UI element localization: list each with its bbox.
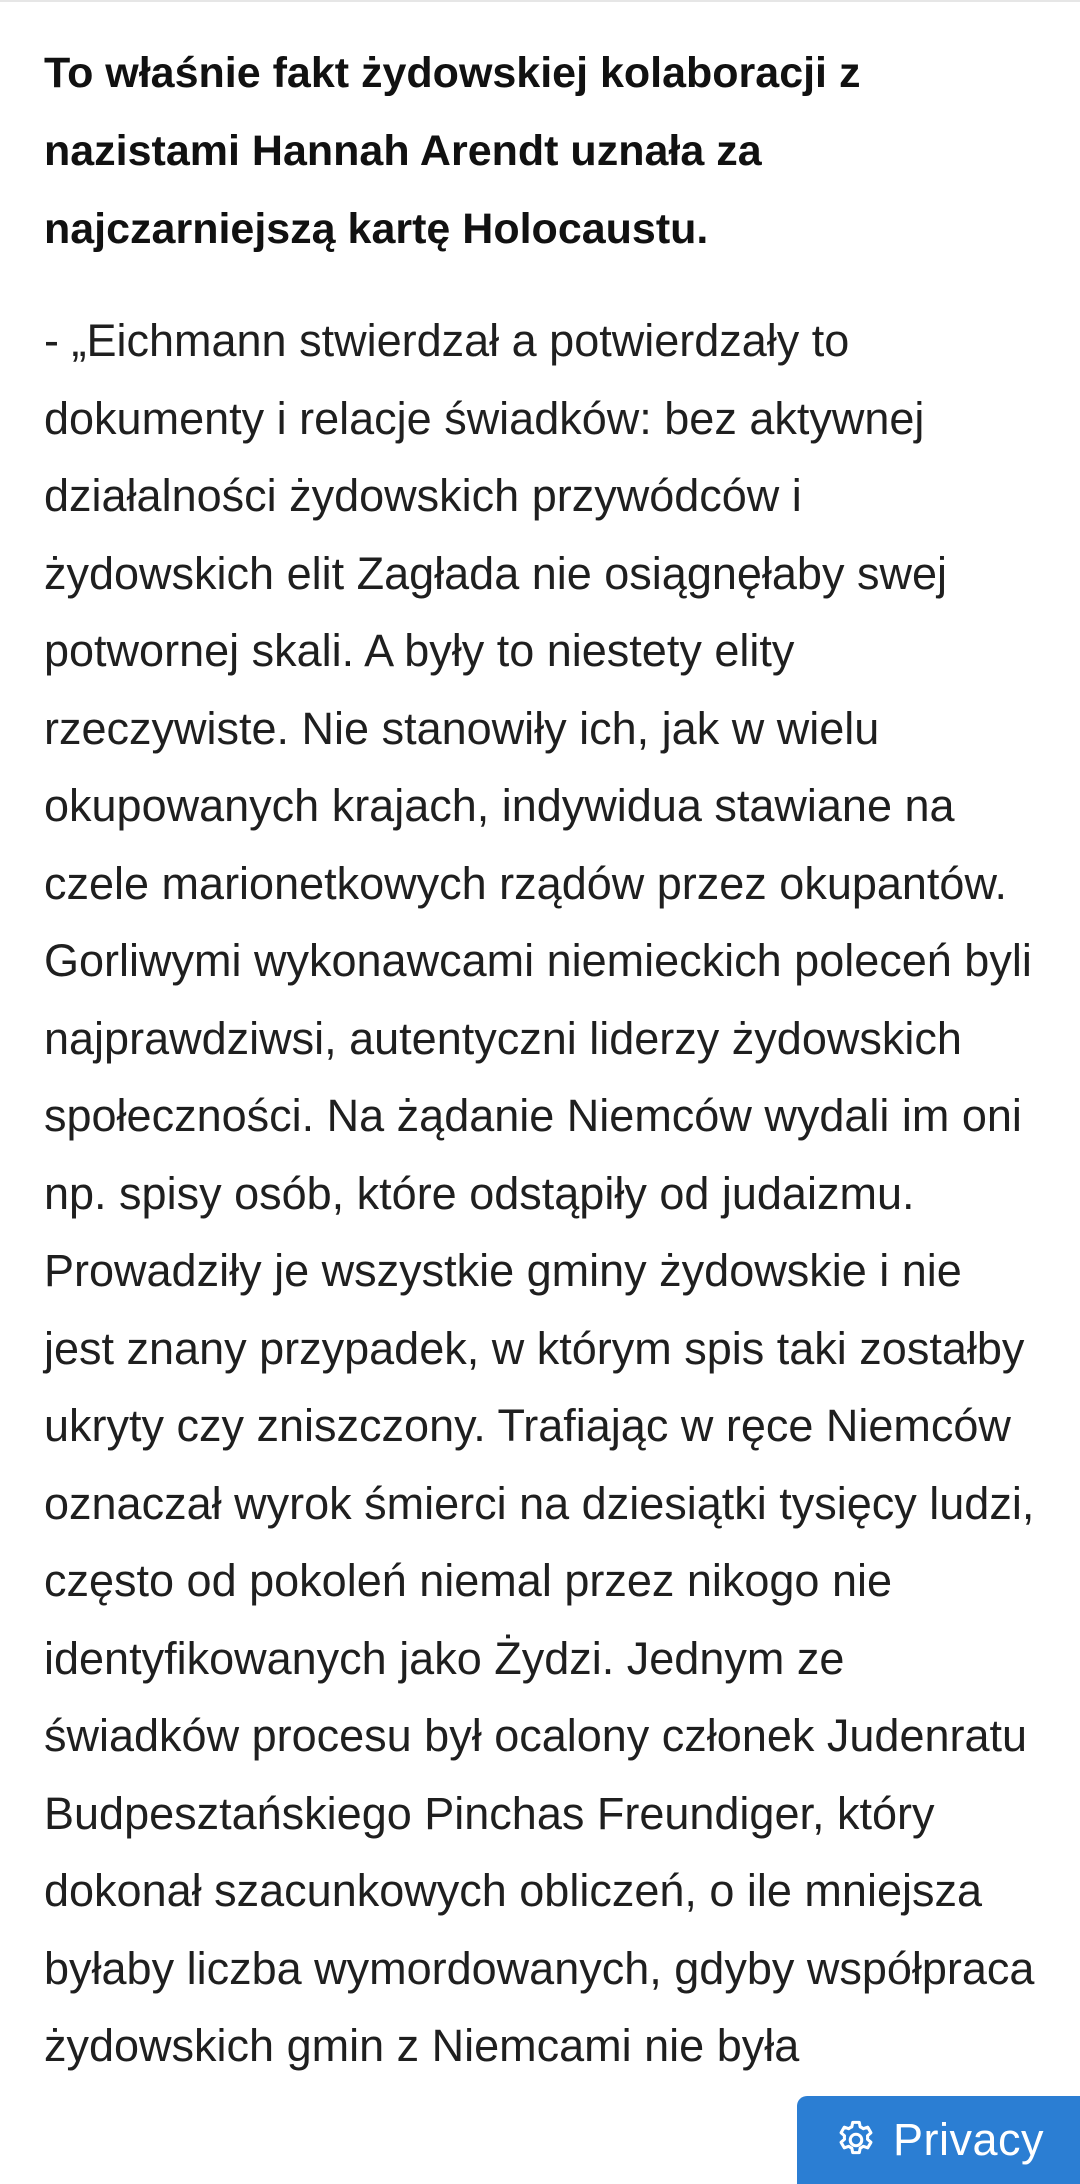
article-paragraph: - „Eichmann stwierdzał a potwierdzały to dokumenty i relacje świadków: bez aktywnej działalności żydowskich przywódców i żydowskich elit Zagłada nie osiągnęłaby swej potwornej skali. A były to niestety elity rzeczywiste. Nie stanowiły ich, jak w wielu okupowanych krajach, indywidua stawiane na czele marionetkowych rządów przez okupantów. Gorliwymi wykonawcami niemieckich poleceń byli najprawdziwsi, autentyczni liderzy żydowskich społeczności. Na żądanie Niemców wydali im oni np. spisy osób, które odstąpiły od judaizmu. Prowadziły je wszystkie gminy żydowskie i nie jest znany przypadek, w którym spis taki zostałby ukryty czy zniszczony. Trafiając w ręce Niemców oznaczał wyrok śmierci na dziesiątki tysięcy ludzi, często od pokoleń niemal przez nikogo nie identyfikowanych jako Żydzi. Jednym ze świadków procesu był ocalony członek Judenratu Budpesztańskiego Pinchas Freundiger, który dokonał szacunkowych obliczeń, o ile mniejsza byłaby liczba wymordowanych, gdyby współpraca żydowskich gmin z Niemcami nie była xyxy=(44,315,1035,2071)
privacy-label: Privacy xyxy=(892,2114,1045,2165)
privacy-button[interactable] xyxy=(797,2096,1080,2184)
article-lead: To właśnie fakt żydowskiej kolaboracji z nazistami Hannah Arendt uznała za najczarniejszą kartę Holocaustu. xyxy=(44,49,861,253)
gear-icon xyxy=(833,2117,879,2163)
article-content xyxy=(44,0,1044,2085)
